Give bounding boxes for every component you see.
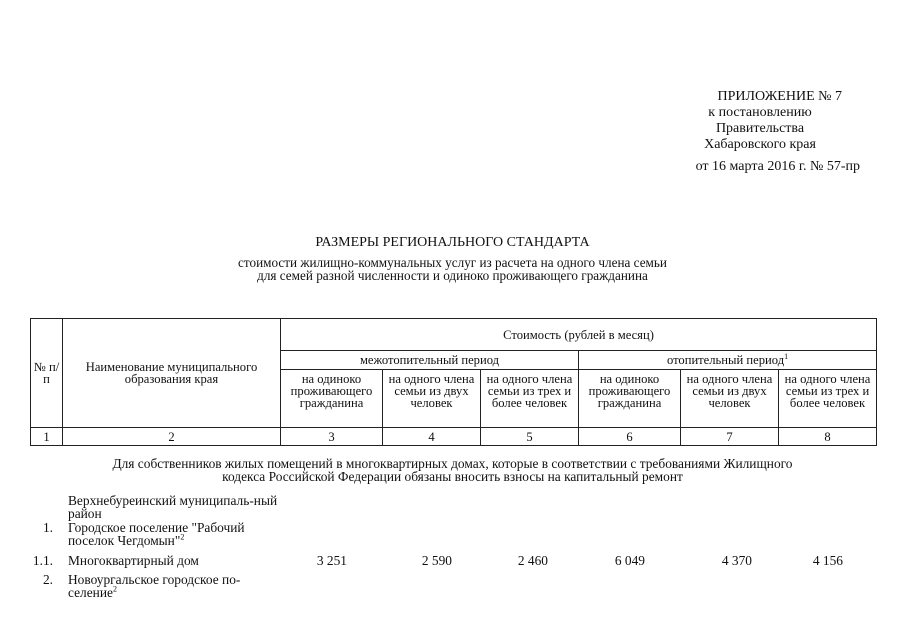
row-name: Городское поселение "Рабочий поселок Чегдомын" (68, 520, 245, 548)
row-name: Верхнебуреинский муниципаль-ный район (68, 493, 278, 521)
appendix-line: Правительства (715, 121, 805, 136)
header-period-heat (579, 351, 877, 370)
appendix-title: ПРИЛОЖЕНИЕ № 7 (717, 89, 842, 104)
row-name: Многоквартирный дом (68, 553, 199, 568)
header-num: № п/п (31, 319, 63, 428)
col-number: 6 (579, 428, 681, 446)
appendix-block (660, 89, 860, 175)
header-three: на одного члена семьи из трех и более человек (481, 370, 579, 428)
standards-table (30, 318, 877, 446)
header-single: на одиноко проживающего гражданина (281, 370, 383, 428)
value-two-off: 2 590 (421, 553, 452, 568)
section-note: Для собственников жилых помещений в многоквартирных домах, которые в соответствии с требованиями Жилищного кодекса Российской Федерации обязаны вносить взносы на капитальный ремонт (112, 456, 793, 484)
footnote-mark: 2 (180, 532, 185, 542)
header-three: на одного члена семьи из трех и более человек (779, 370, 877, 428)
footnote-mark: 1 (784, 351, 789, 361)
col-number: 4 (383, 428, 481, 446)
col-number: 2 (63, 428, 281, 446)
header-two: на одного члена семьи из двух человек (681, 370, 779, 428)
col-number: 8 (779, 428, 877, 446)
appendix-date: от 16 марта 2016 г. № 57-пр (695, 159, 860, 174)
header-cost: Стоимость (рублей в месяц) (281, 319, 877, 351)
appendix-line: к постановлению (708, 105, 812, 120)
col-number: 7 (681, 428, 779, 446)
row-name: Новоургальское городское по-селение (68, 572, 241, 600)
header-period-heat-label: отопительный период (666, 353, 785, 367)
col-number: 3 (281, 428, 383, 446)
header-single: на одиноко проживающего гражданина (579, 370, 681, 428)
appendix-line: Хабаровского края (704, 137, 816, 152)
header-period-off: межотопительный период (281, 351, 579, 370)
row-num: 2. (42, 572, 53, 587)
document-title: РАЗМЕРЫ РЕГИОНАЛЬНОГО СТАНДАРТА (315, 235, 590, 250)
row-name-block (68, 521, 283, 547)
subtitle-line-2: для семей разной численности и одиноко проживающего гражданина (257, 268, 648, 283)
value-single-off: 3 251 (316, 553, 347, 568)
row-num: 1. (42, 520, 53, 535)
header-two: на одного члена семьи из двух человек (383, 370, 481, 428)
document-subtitle (0, 256, 905, 282)
value-single-heat: 6 049 (614, 553, 645, 568)
value-two-heat: 4 370 (721, 553, 752, 568)
col-number: 1 (31, 428, 63, 446)
value-three-heat: 4 156 (812, 553, 843, 568)
value-three-off: 2 460 (517, 553, 548, 568)
col-number: 5 (481, 428, 579, 446)
row-name-block (68, 573, 283, 599)
row-num: 1.1. (32, 553, 53, 568)
subtitle-line-1: стоимости жилищно-коммунальных услуг из расчета на одного члена семьи (238, 255, 667, 270)
header-name: Наименование муниципального образования края (63, 319, 281, 428)
footnote-mark: 2 (112, 584, 117, 594)
